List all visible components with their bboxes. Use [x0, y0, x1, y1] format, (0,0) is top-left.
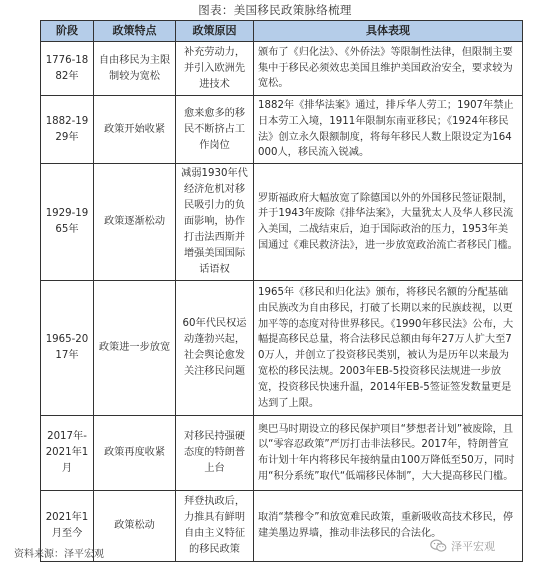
cell-period: 1965-2017年 [41, 281, 94, 416]
header-feature: 政策特点 [94, 21, 176, 42]
cell-feature: 政策再度收紧 [94, 416, 176, 491]
table-row [41, 164, 523, 281]
header-detail: 具体表现 [254, 21, 523, 42]
cell-detail: 奥巴马时期设立的移民保护项目“梦想者计划”被废除，且以“零容忍政策”严厉打击非法移民。2017年，特朗普宣布计划十年内将移民年接纳量由100万降低至50万，同时用“积分系统”取代“低端移民体制”，大大提高移民门槛。 [254, 416, 523, 491]
watermark-text: 泽平宏观 [451, 540, 495, 553]
header-reason: 政策原因 [176, 21, 254, 42]
cell-reason: 补充劳动力，并引入欧洲先进技术 [176, 42, 254, 96]
cell-reason: 减弱1930年代经济危机对移民吸引力的负面影响，协作打击法西斯并增强美国国际话语权 [176, 164, 254, 281]
cell-feature: 政策开始收紧 [94, 96, 176, 164]
cell-reason: 60年代民权运动蓬勃兴起，社会舆论愈发关注移民问题 [176, 281, 254, 416]
cell-period: 1776-1882年 [41, 42, 94, 96]
cell-reason: 愈来愈多的移民不断挤占工作岗位 [176, 96, 254, 164]
cell-reason: 对移民持强硬态度的特朗普上台 [176, 416, 254, 491]
cell-detail: 取消“禁穆令”和放宽难民政策，重新吸收高技术移民，停建美墨边界墙，推动非法移民的合法化。 [254, 491, 523, 562]
table-row [41, 416, 523, 491]
policy-table [40, 20, 523, 562]
cell-feature: 政策进一步放宽 [94, 281, 176, 416]
cell-reason: 拜登执政后，力推具有鲜明自由主义特征的移民政策 [176, 491, 254, 562]
cell-period: 1882-1929年 [41, 96, 94, 164]
cell-detail: 罗斯福政府大幅放宽了除德国以外的外国移民签证限制，并于1943年废除《排华法案》，大量犹太人及华人移民流入美国，二战结束后，迫于国际政治的压力，1953年美国通过《难民救济法》，进一步放宽政治流亡者移民门槛。 [254, 164, 523, 281]
table-row [41, 96, 523, 164]
figure-title: 图表：美国移民政策脉络梳理 [198, 3, 352, 17]
cell-feature: 政策松动 [94, 491, 176, 562]
cell-detail: 颁布了《归化法》、《外侨法》等限制性法律，但限制主要集中于移民必须效忠美国且维护美国政治安全，要求较为宽松。 [254, 42, 523, 96]
cell-period: 1929-1965年 [41, 164, 94, 281]
cell-detail: 1882年《排华法案》通过，排斥华人劳工；1907年禁止日本劳工入境，1911年限制东南亚移民；《1924年移民法》创立永久限额制度，将每年移民人数上限设定为164000人，移民流入锐减。 [254, 96, 523, 164]
cell-feature: 政策逐渐松动 [94, 164, 176, 281]
cell-period: 2021年1月至今 [41, 491, 94, 562]
watermark [430, 537, 495, 555]
table-header-row [41, 21, 523, 42]
cell-feature: 自由移民为主限制较为宽松 [94, 42, 176, 96]
table-row [41, 281, 523, 416]
cell-detail: 1965年《移民和归化法》颁布，将移民名额的分配基础由民族改为自由移民，打破了长期以来的民族歧视，以更加平等的态度对待世界移民。《1990年移民法》公布，大幅提高移民总量，将合法移民总额由每年27万人扩大至70万人，并创立了投资移民类别，被认为是历年以来最为宽松的移民法规。2003年EB-5投资移民法规进一步放宽，投资移民快速升温，2014年EB-5签证签发数量更是达到了上限。 [254, 281, 523, 416]
header-period: 阶段 [41, 21, 94, 42]
table-row [41, 42, 523, 96]
wechat-icon [430, 539, 447, 553]
cell-period: 2017年-2021年1月 [41, 416, 94, 491]
source-note: 资料来源：泽平宏观 [14, 549, 104, 560]
